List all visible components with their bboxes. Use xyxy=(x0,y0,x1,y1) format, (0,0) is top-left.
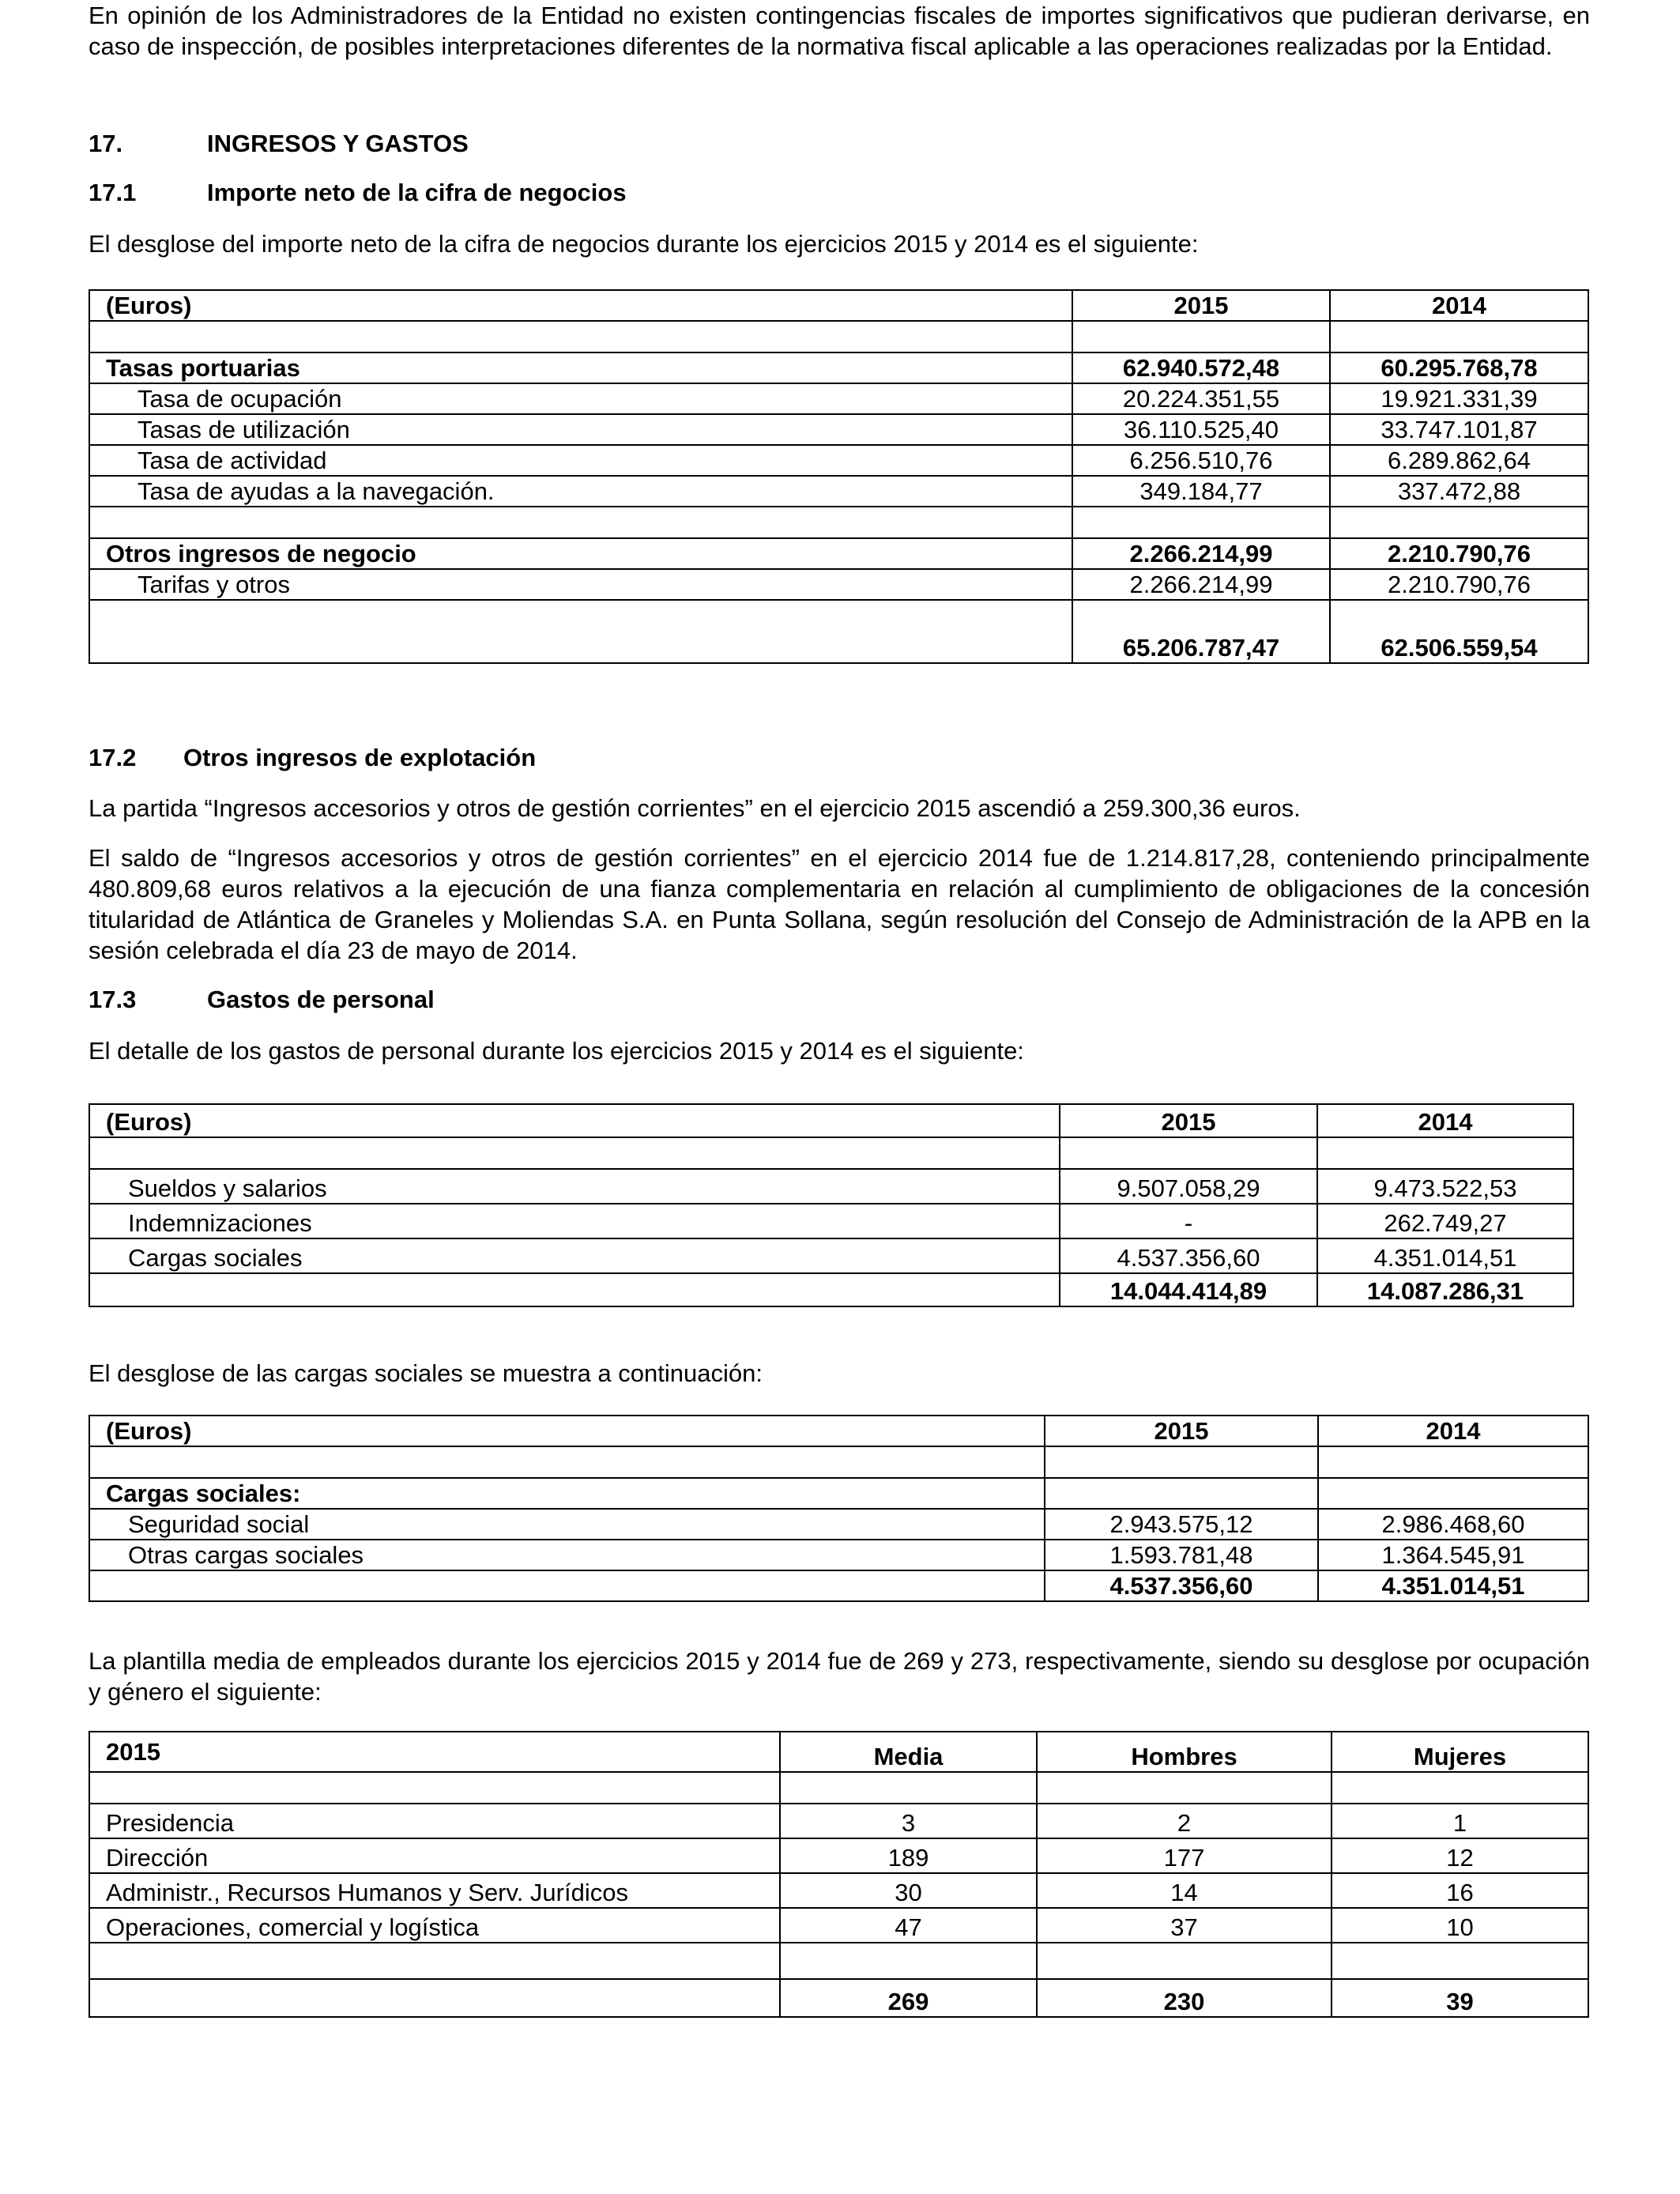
value-2015: 2.266.214,99 xyxy=(1072,538,1330,569)
spacer-row xyxy=(89,1446,1588,1478)
value-2014: 60.295.768,78 xyxy=(1330,352,1588,383)
value-2014: 9.473.522,53 xyxy=(1317,1169,1573,1204)
header-cell: 2015 xyxy=(1060,1104,1317,1137)
value-2015: 4.537.356,60 xyxy=(1060,1238,1317,1273)
table-row xyxy=(89,1169,1573,1204)
table-row xyxy=(89,1540,1588,1570)
media-value: 189 xyxy=(780,1838,1037,1873)
row-label: Cargas sociales xyxy=(89,1238,1060,1273)
table-header-row xyxy=(89,1416,1588,1446)
table-row xyxy=(89,1204,1573,1238)
spacer-row xyxy=(89,1137,1573,1169)
s172-paragraph-1: La partida “Ingresos accesorios y otros de gestión corrientes” en el ejercicio 2015 ascendió a 259.300,36 euros. xyxy=(89,794,1301,822)
table-row xyxy=(89,476,1588,507)
table-header-row xyxy=(89,290,1588,321)
hombres-value: 37 xyxy=(1037,1908,1332,1943)
header-cell: 2014 xyxy=(1330,290,1588,321)
section-17-1-heading xyxy=(89,177,627,208)
table-row xyxy=(89,445,1588,476)
media-value: 3 xyxy=(780,1804,1037,1838)
section-title: INGRESOS Y GASTOS xyxy=(207,130,469,157)
row-label: Sueldos y salarios xyxy=(89,1169,1060,1204)
row-label: Otras cargas sociales xyxy=(89,1540,1045,1570)
value-2015: 6.256.510,76 xyxy=(1072,445,1330,476)
cifra-negocios-table xyxy=(89,289,1589,664)
value-2014: 6.289.862,64 xyxy=(1330,445,1588,476)
row-label: Operaciones, comercial y logística xyxy=(89,1908,780,1943)
row-label: Tasa de ocupación xyxy=(89,383,1072,414)
value-2014: 2.986.468,60 xyxy=(1318,1509,1588,1540)
row-label: Indemnizaciones xyxy=(89,1204,1060,1238)
table-row xyxy=(89,1873,1588,1908)
s173-intro: El detalle de los gastos de personal durante los ejercicios 2015 y 2014 es el siguiente: xyxy=(89,1037,1024,1065)
spacer-row xyxy=(89,321,1588,352)
spacer-row xyxy=(89,1943,1588,1979)
total-hombres: 230 xyxy=(1037,1979,1332,2017)
value-2015: 9.507.058,29 xyxy=(1060,1169,1317,1204)
total-row xyxy=(89,1273,1573,1306)
media-value: 47 xyxy=(780,1908,1037,1943)
row-label: Administr., Recursos Humanos y Serv. Jurídicos xyxy=(89,1873,780,1908)
header-cell: 2014 xyxy=(1318,1416,1588,1446)
row-label: Otros ingresos de negocio xyxy=(89,538,1072,569)
header-cell: (Euros) xyxy=(89,1104,1060,1137)
section-number: 17.2 xyxy=(89,744,137,771)
section-number: 17.1 xyxy=(89,179,137,206)
cargas-sociales-table xyxy=(89,1415,1589,1602)
value-2015: 36.110.525,40 xyxy=(1072,414,1330,445)
hombres-value: 177 xyxy=(1037,1838,1332,1873)
section-number: 17.3 xyxy=(89,986,137,1013)
value-2014: 1.364.545,91 xyxy=(1318,1540,1588,1570)
header-cell: Mujeres xyxy=(1332,1732,1588,1772)
section-title: Importe neto de la cifra de negocios xyxy=(207,179,627,206)
value-2014: 19.921.331,39 xyxy=(1330,383,1588,414)
header-cell: Hombres xyxy=(1037,1732,1332,1772)
table-row xyxy=(89,414,1588,445)
row-label: Presidencia xyxy=(89,1804,780,1838)
header-cell: 2015 xyxy=(89,1732,780,1772)
value-2014: 2.210.790,76 xyxy=(1330,538,1588,569)
section-title: Otros ingresos de explotación xyxy=(183,744,537,771)
table-row xyxy=(89,1908,1588,1943)
value-2015: - xyxy=(1060,1204,1317,1238)
row-label: Dirección xyxy=(89,1838,780,1873)
total-2015: 14.044.414,89 xyxy=(1060,1273,1317,1306)
intro-paragraph: En opinión de los Administradores de la Entidad no existen contingencias fiscales de importes significativos que pudieran derivarse, en caso de inspección, de posibles interpretaciones diferentes de la normativa fiscal aplicable a las operaciones realizadas por la Entidad. xyxy=(89,2,1590,60)
total-row xyxy=(89,1979,1588,2017)
spacer-row xyxy=(89,507,1588,538)
table-row xyxy=(89,1838,1588,1873)
table-row xyxy=(89,1804,1588,1838)
value-2014: 2.210.790,76 xyxy=(1330,569,1588,600)
row-label: Tasa de actividad xyxy=(89,445,1072,476)
table-row xyxy=(89,1509,1588,1540)
value-2015: 2.266.214,99 xyxy=(1072,569,1330,600)
mujeres-value: 1 xyxy=(1332,1804,1588,1838)
total-2015: 4.537.356,60 xyxy=(1045,1570,1318,1601)
row-label: Tasas de utilización xyxy=(89,414,1072,445)
total-media: 269 xyxy=(780,1979,1037,2017)
group-label: Cargas sociales: xyxy=(89,1478,1045,1509)
table-row xyxy=(89,1238,1573,1273)
plantilla-table xyxy=(89,1731,1589,2018)
mujeres-value: 16 xyxy=(1332,1873,1588,1908)
mujeres-value: 12 xyxy=(1332,1838,1588,1873)
total-2014: 14.087.286,31 xyxy=(1317,1273,1573,1306)
row-label: Tasa de ayudas a la navegación. xyxy=(89,476,1072,507)
value-2015: 20.224.351,55 xyxy=(1072,383,1330,414)
header-cell: 2015 xyxy=(1045,1416,1318,1446)
section-17-2-heading xyxy=(89,742,536,773)
table-row xyxy=(89,538,1588,569)
cargas-intro: El desglose de las cargas sociales se muestra a continuación: xyxy=(89,1359,763,1387)
row-label: Tasas portuarias xyxy=(89,352,1072,383)
total-row xyxy=(89,1570,1588,1601)
value-2015: 1.593.781,48 xyxy=(1045,1540,1318,1570)
header-cell: 2014 xyxy=(1317,1104,1573,1137)
value-2014: 337.472,88 xyxy=(1330,476,1588,507)
row-label: Tarifas y otros xyxy=(89,569,1072,600)
table-row xyxy=(89,569,1588,600)
header-cell: 2015 xyxy=(1072,290,1330,321)
table-header-row xyxy=(89,1732,1588,1772)
table-row xyxy=(89,383,1588,414)
s172-paragraph-2: El saldo de “Ingresos accesorios y otros de gestión corrientes” en el ejercicio 2014 fue de 1.214.817,28, conteniendo principalmente 480.809,68 euros relativos a la ejecución de una fianza complementaria en relación al cumplimiento de obligaciones de la concesión titularidad de Atlántica de Graneles y Moliendas S.A. en Punta Sollana, según resolución del Consejo de Administración de la APB en la sesión celebrada el día 23 de mayo de 2014. xyxy=(89,844,1590,964)
total-mujeres: 39 xyxy=(1332,1979,1588,2017)
value-2015: 2.943.575,12 xyxy=(1045,1509,1318,1540)
header-cell: Media xyxy=(780,1732,1037,1772)
value-2014: 33.747.101,87 xyxy=(1330,414,1588,445)
section-title: Gastos de personal xyxy=(207,986,435,1013)
value-2014: 262.749,27 xyxy=(1317,1204,1573,1238)
hombres-value: 2 xyxy=(1037,1804,1332,1838)
header-cell: (Euros) xyxy=(89,290,1072,321)
mujeres-value: 10 xyxy=(1332,1908,1588,1943)
value-2015: 349.184,77 xyxy=(1072,476,1330,507)
total-2015: 65.206.787,47 xyxy=(1072,600,1330,663)
media-value: 30 xyxy=(780,1873,1037,1908)
total-row xyxy=(89,600,1588,663)
section-17-heading xyxy=(89,128,469,159)
s171-intro: El desglose del importe neto de la cifra de negocios durante los ejercicios 2015 y 2014 es el siguiente: xyxy=(89,230,1199,258)
gastos-personal-table xyxy=(89,1103,1574,1307)
table-group-row xyxy=(89,1478,1588,1509)
hombres-value: 14 xyxy=(1037,1873,1332,1908)
row-label: Seguridad social xyxy=(89,1509,1045,1540)
table-header-row xyxy=(89,1104,1573,1137)
section-number: 17. xyxy=(89,130,123,157)
value-2014: 4.351.014,51 xyxy=(1317,1238,1573,1273)
spacer-row xyxy=(89,1772,1588,1804)
header-cell: (Euros) xyxy=(89,1416,1045,1446)
plantilla-intro: La plantilla media de empleados durante los ejercicios 2015 y 2014 fue de 269 y 273, respectivamente, siendo su desglose por ocupación y género el siguiente: xyxy=(89,1647,1590,1706)
total-2014: 62.506.559,54 xyxy=(1330,600,1588,663)
section-17-3-heading xyxy=(89,984,435,1015)
total-2014: 4.351.014,51 xyxy=(1318,1570,1588,1601)
value-2015: 62.940.572,48 xyxy=(1072,352,1330,383)
table-row xyxy=(89,352,1588,383)
